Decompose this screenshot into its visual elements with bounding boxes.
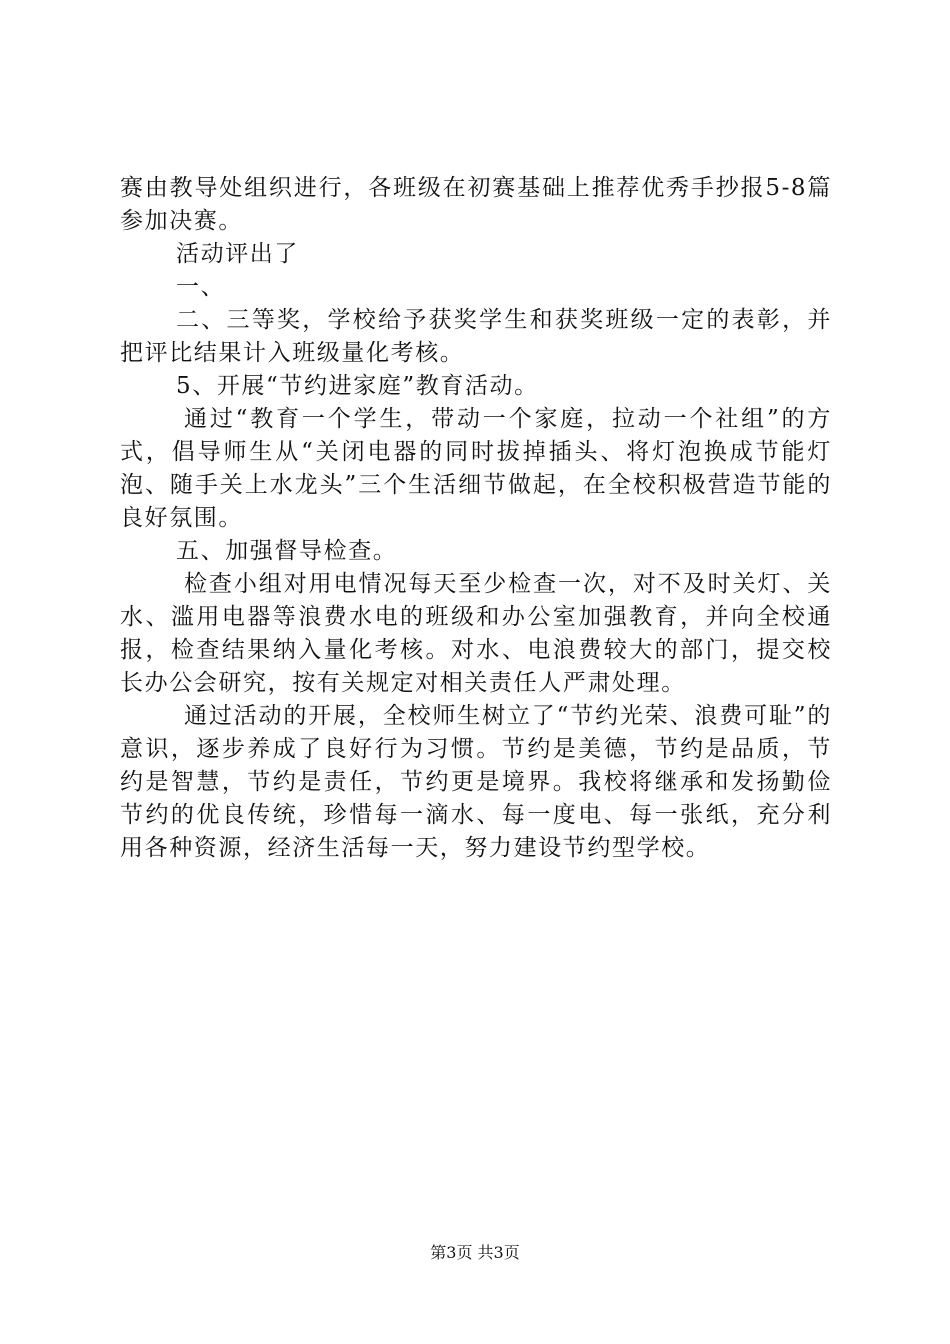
paragraph-conclusion: 通过活动的开展，全校师生树立了“节约光荣、浪费可耻”的意识，逐步养成了良好行为习惯。节约是美德，节约是品质，节约是智慧，节约是责任，节约更是境界。我校将继承和发扬勤俭节约的优良传统，珍惜每一滴水、每一度电、每一张纸，充分利用各种资源，经济生活每一天，努力建设节约型学校。 bbox=[120, 703, 832, 861]
section-heading-supervision: 五、加强督导检查。 bbox=[176, 538, 398, 564]
paragraph-family-campaign: 通过“教育一个学生，带动一个家庭，拉动一个社组”的方式，倡导师生从“关闭电器的同时拔掉插头、将灯泡换成节能灯泡、随手关上水龙头”三个生活细节做起，在全校积极营造节能的良好氛围。 bbox=[120, 406, 832, 531]
paragraph-awards-intro: 活动评出了 bbox=[176, 241, 299, 267]
page-number-footer: 第3页 共3页 bbox=[430, 1243, 520, 1262]
section-heading-family-campaign: 5、开展“节约进家庭”教育活动。 bbox=[176, 373, 539, 399]
paragraph-supervision: 检查小组对用电情况每天至少检查一次，对不及时关灯、关水、滥用电器等浪费水电的班级和办公室加强教育，并向全校通报，检查结果纳入量化考核。对水、电浪费较大的部门，提交校长办公会研究，按有关规定对相关责任人严肃处理。 bbox=[120, 571, 832, 696]
paragraph-contest-final: 赛由教导处组织进行，各班级在初赛基础上推荐优秀手抄报5-8篇参加决赛。 bbox=[120, 175, 832, 234]
document-body bbox=[120, 172, 832, 865]
paragraph-second-third-prize: 二、三等奖，学校给予获奖学生和获奖班级一定的表彰，并把评比结果计入班级量化考核。 bbox=[120, 307, 832, 366]
paragraph-first-prize: 一、 bbox=[176, 274, 226, 300]
